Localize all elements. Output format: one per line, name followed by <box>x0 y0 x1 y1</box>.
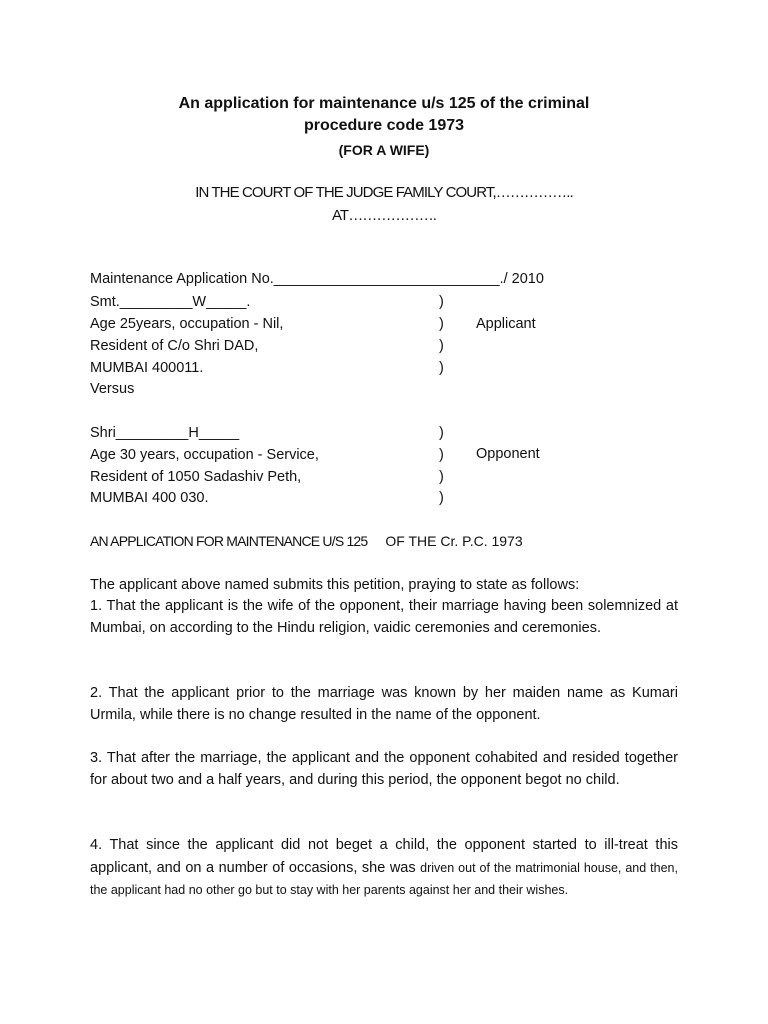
paragraph-4-part1: 4. That since the applicant did not beget a child, the opponent started to ill-treat this applicant, and on a number of occasions, she was <box>90 837 678 876</box>
court-heading-line2: AT………………. <box>331 207 437 224</box>
application-number: Maintenance Application No.____________________________./ 2010 <box>90 271 544 287</box>
paragraph-3: 3. That after the marriage, the applicant and the opponent cohabited and resided together for about two and a half years, and during this period, the opponent begot no child. <box>90 750 678 788</box>
applicant-line: Age 25years, occupation - Nil, <box>90 316 284 332</box>
applicant-bracket: ) <box>439 360 444 376</box>
applicant-line: Resident of C/o Shri DAD, <box>90 338 259 354</box>
opponent-line: MUMBAI 400 030. <box>90 490 209 506</box>
paragraph-1: 1. That the applicant is the wife of the opponent, their marriage having been solemnized at Mumbai, on according to the Hindu religion, vaidic ceremonies and ceremonies. <box>90 598 678 636</box>
document-title-line2: procedure code 1973 <box>303 117 465 134</box>
court-heading-line1: IN THE COURT OF THE JUDGE FAMILY COURT,…………….. <box>195 184 573 201</box>
opponent-bracket: ) <box>439 469 444 485</box>
opponent-line: Resident of 1050 Sadashiv Peth, <box>90 469 302 485</box>
application-heading <box>90 531 523 551</box>
opponent-role: Opponent <box>476 446 540 462</box>
applicant-line: MUMBAI 400011. <box>90 360 204 376</box>
applicant-bracket: ) <box>439 338 444 354</box>
document-title-line1: An application for maintenance u/s 125 of the criminal <box>178 95 590 112</box>
document-subtitle: (FOR A WIFE) <box>338 142 430 158</box>
intro-text: The applicant above named submits this petition, praying to state as follows: <box>90 577 580 593</box>
application-heading-part2: OF THE Cr. P.C. 1973 <box>385 533 523 549</box>
paragraph-4 <box>90 834 678 902</box>
application-heading-part1: AN APPLICATION FOR MAINTENANCE U/S 125 <box>90 533 368 549</box>
applicant-bracket: ) <box>439 316 444 332</box>
applicant-role: Applicant <box>476 316 536 332</box>
applicant-line: Smt._________W_____. <box>90 294 251 310</box>
applicant-bracket: ) <box>439 294 444 310</box>
opponent-bracket: ) <box>439 490 444 506</box>
versus-label: Versus <box>90 381 135 397</box>
paragraph-2: 2. That the applicant prior to the marriage was known by her maiden name as Kumari Urmila, while there is no change resulted in the name of the opponent. <box>90 685 678 723</box>
opponent-line: Age 30 years, occupation - Service, <box>90 447 319 463</box>
opponent-bracket: ) <box>439 425 444 441</box>
paragraph-4-part2: driven out of the matrimonial house, and then, the applicant had no other go but to stay with her parents against her and their wishes. <box>90 860 678 897</box>
opponent-line: Shri_________H_____ <box>90 425 240 441</box>
opponent-bracket: ) <box>439 447 444 463</box>
